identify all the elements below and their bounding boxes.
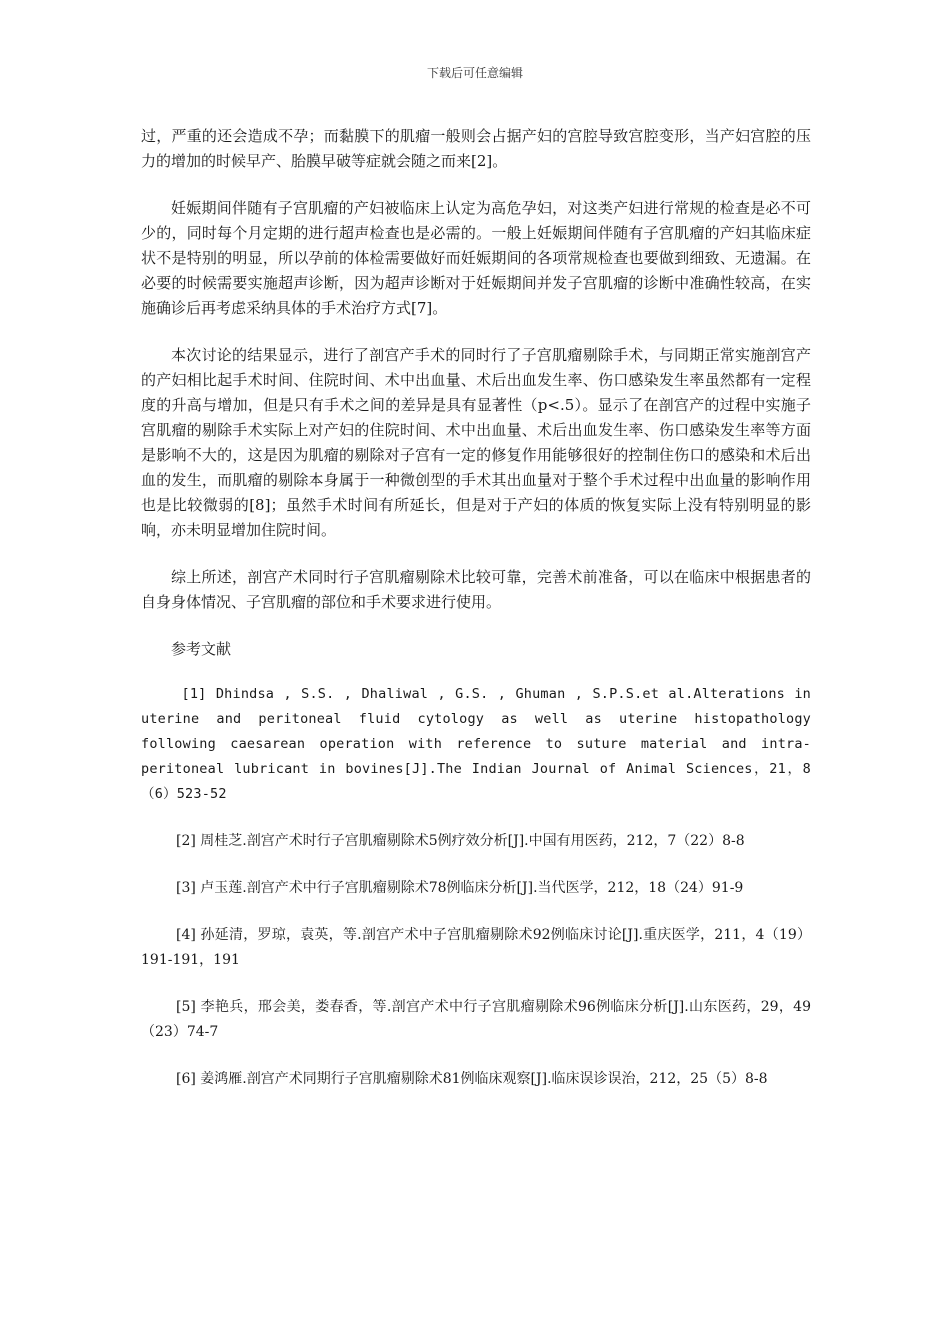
- paragraph-results: 本次讨论的结果显示，进行了剖宫产手术的同时行了子宫肌瘤剔除手术，与同期正常实施剖宫产的产妇相比起手术时间、住院时间、术中出血量、术后出血发生率、伤口感染发生率虽然都有一定程度的升高与增加，但是只有手术之间的差异是具有显著性（p<.5）。显示了在剖宫产的过程中实施子宫肌瘤的剔除手术实际上对产妇的住院时间、术中出血量、术后出血发生率、伤口感染发生率等方面是影响不大的，这是因为肌瘤的剔除对子宫有一定的修复作用能够很好的控制住伤口的感染和术后出血的发生，而肌瘤的剔除本身属于一种微创型的手术其出血量对于整个手术过程中出血量的影响作用也是比较微弱的[8]；虽然手术时间有所延长，但是对于产妇的体质的恢复实际上没有特别明显的影响，亦未明显增加住院时间。: [141, 346, 811, 539]
- page-header: 下载后可任意编辑: [426, 66, 523, 80]
- reference-item-5: [5] 李艳兵，邢会美，娄春香，等.剖宫产术中行子宫肌瘤剔除术96例临床分析[J].山东医药，29，49（23）74-7: [141, 999, 811, 1040]
- document-body: [141, 124, 811, 1092]
- reference-item-4: [4] 孙延清，罗琼，袁英，等.剖宫产术中子宫肌瘤剔除术92例临床讨论[J].重庆医学，211，4（19）191-191，191: [141, 927, 811, 968]
- paragraph-continuation: 过，严重的还会造成不孕；而黏膜下的肌瘤一般则会占据产妇的宫腔导致宫腔变形，当产妇宫腔的压力的增加的时候早产、胎膜早破等症就会随之而来[2]。: [141, 127, 811, 170]
- reference-item-3: [3] 卢玉莲.剖宫产术中行子宫肌瘤剔除术78例临床分析[J].当代医学，212，18（24）91-9: [176, 880, 744, 896]
- references-heading: 参考文献: [171, 640, 232, 658]
- reference-item-6: [6] 姜鸿雁.剖宫产术同期行子宫肌瘤剔除术81例临床观察[J].临床误诊误治，212，25（5）8-8: [176, 1071, 768, 1087]
- paragraph-diagnosis: 妊娠期间伴随有子宫肌瘤的产妇被临床上认定为高危孕妇，对这类产妇进行常规的检查是必不可少的，同时每个月定期的进行超声检查也是必需的。一般上妊娠期间伴随有子宫肌瘤的产妇其临床症状不是特别的明显，所以孕前的体检需要做好而妊娠期间的各项常规检查也要做到细致、无遗漏。在必要的时候需要实施超声诊断，因为超声诊断对于妊娠期间并发子宫肌瘤的诊断中准确性较高，在实施确诊后再考虑采纳具体的手术治疗方式[7]。: [141, 199, 811, 317]
- paragraph-conclusion: 综上所述，剖宫产术同时行子宫肌瘤剔除术比较可靠，完善术前准备，可以在临床中根据患者的自身身体情况、子宫肌瘤的部位和手术要求进行使用。: [141, 568, 811, 611]
- reference-item-2: [2] 周桂芝.剖宫产术时行子宫肌瘤剔除术5例疗效分析[J].中国有用医药，212，7（22）8-8: [176, 833, 745, 849]
- reference-item-1: [1] Dhindsa , S.S. , Dhaliwal , G.S. , Ghuman , S.P.S.et al.Alterations in uterine and peritoneal fluid cytology as well as uterine histopathology following caesarean operation with reference to suture material and intra-peritoneal lubricant in bovines[J].The Indian Journal of Animal Sciences，21，8（6）523-52: [141, 686, 811, 802]
